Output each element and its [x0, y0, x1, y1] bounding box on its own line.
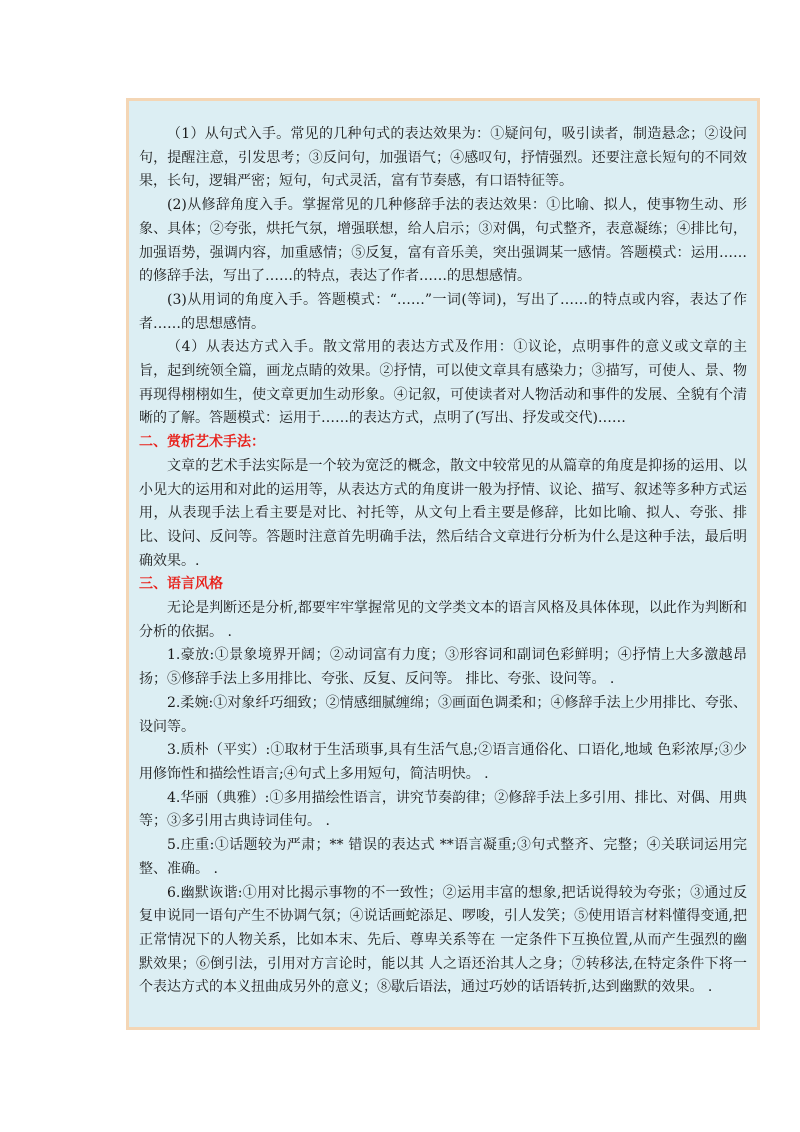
- paragraph-rhetoric: (2)从修辞角度入手。掌握常见的几种修辞手法的表达效果：①比喻、拟人，使事物生动、形象、具体；②夸张，烘托气氛，增强联想，给人启示；③对偶，句式整齐，表意凝练；④排比句，加强语势，强调内容，加重感情；⑤反复，富有音乐美，突出强调某一感情。答题模式：运用……的修辞手法，写出了……的特点，表达了作者……的思想感情。: [139, 197, 747, 285]
- paragraph-style-humorous: 6.幽默诙谐:①用对比揭示事物的不一致性；②运用丰富的想象,把话说得较为夸张；③通过反复申说同一语句产生不协调气氛；④说话画蛇添足、啰唆，引人发笑；⑤使用语言材料懂得变通,把正常情况下的人物关系，比如本末、先后、尊卑关系等在 一定条件下互换位置,从而产生强烈的幽默效果；⑥倒引法，引用对方言论时，能以其 人之语还治其人之身；⑦转移法,在特定条件下将一个表达方式的本义扭曲成另外的意义；⑧歇后语法，通过巧妙的话语转折,达到幽默的效果。 .: [139, 884, 747, 996]
- paragraph-style-ornate: 4.华丽（典雅）:①多用描绘性语言，讲究节奏韵律；②修辞手法上多引用、排比、对偶、用典等；③多引用古典诗词佳句。 .: [139, 789, 747, 830]
- paragraph-style-bold: 1.豪放:①景象境界开阔；②动词富有力度；③形容词和副词色彩鲜明；④抒情上大多激越昂扬；⑤修辞手法上多用排比、夸张、反复、反问等。 排比、夸张、设问等。 .: [139, 647, 747, 688]
- paragraph-style-plain: 3.质朴（平实）:①取材于生活琐事,具有生活气息;②语言通俗化、口语化,地域 色彩浓厚;③少用修饰性和描绘性语言;④句式上多用短句，简洁明快。 .: [139, 742, 747, 782]
- paragraph-expression-modes: （4）从表达方式入手。散文常用的表达方式及作用：①议论，点明事件的意义或文章的主旨，起到统领全篇，画龙点睛的效果。②抒情，可以使文章具有感染力；③描写，可使人、景、物再现得栩栩如生，使文章更加生动形象。④记叙，可使读者对人物活动和事件的发展、全貌有个清晰的了解。答题模式：运用于……的表达方式，点明了(写出、抒发或交代)……: [139, 339, 747, 427]
- section-heading-art-techniques: 二、赏析艺术手法：: [139, 434, 265, 451]
- paragraph-style-gentle: 2.柔婉:①对象纤巧细致；②情感细腻缠绵；③画面色调柔和；④修辞手法上少用排比、夸张、设问等。: [139, 694, 747, 735]
- section-heading-language-style: 三、语言风格: [139, 576, 223, 593]
- paragraph-word-usage: (3)从用词的角度入手。答题模式：“……”一词(等词)，写出了……的特点或内容，表达了作者……的思想感情。: [139, 291, 747, 332]
- content-frame: [126, 98, 760, 1030]
- document-body: [139, 123, 747, 1000]
- paragraph-sentence-patterns: （1）从句式入手。常见的几种句式的表达效果为：①疑问句，吸引读者，制造悬念；②设问句，提醒注意，引发思考；③反问句，加强语气；④感叹句，抒情强烈。还要注意长短句的不同效果，长句，逻辑严密；短句，句式灵活，富有节奏感，有口语特征等。: [139, 126, 747, 190]
- paragraph-art-techniques: 文章的艺术手法实际是一个较为宽泛的概念，散文中较常见的从篇章的角度是抑扬的运用、以小见大的运用和对此的运用等，从表达方式的角度讲一般为抒情、议论、描写、叙述等多种方式运用，从表现手法上看主要是对比、衬托等，从文句上看主要是修辞，比如比喻、拟人、夸张、排比、设问、反问等。答题时注意首先明确手法，然后结合文章进行分析为什么是这种手法，最后明确效果。.: [139, 457, 747, 569]
- paragraph-style-solemn: 5.庄重:①话题较为严肃；** 错误的表达式 **语言凝重;③句式整齐、完整；④关联词运用完整、准确。 .: [139, 837, 747, 877]
- paragraph-style-intro: 无论是判断还是分析,都要牢牢掌握常见的文学类文本的语言风格及具体体现，以此作为判断和分析的依据。 .: [139, 600, 747, 640]
